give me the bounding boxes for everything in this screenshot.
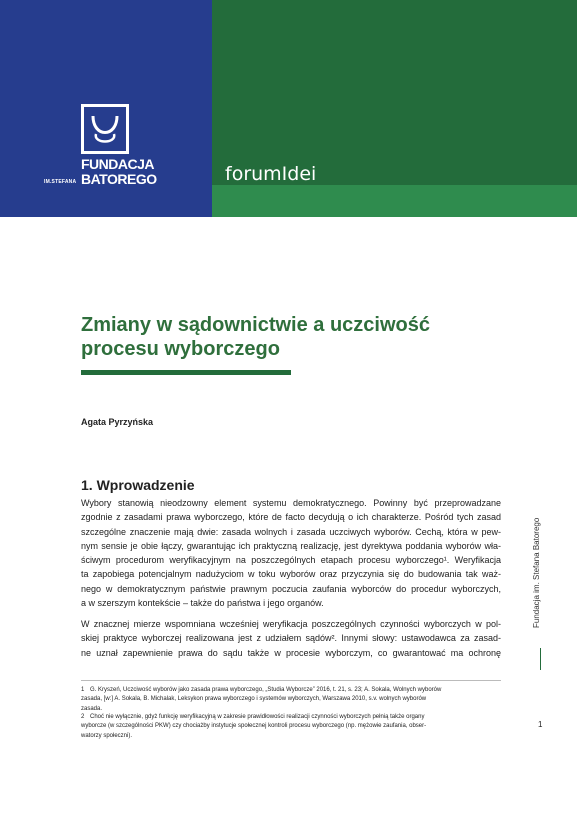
text-line: a w szerszym kontekście – także do państwa i jego organów.	[81, 598, 324, 609]
article-title	[81, 313, 501, 361]
author-name: Agata Pyrzyńska	[81, 417, 154, 427]
title-line: procesu wyborczego	[81, 338, 280, 360]
footnote-divider	[81, 680, 501, 681]
logo-text-sub: IM.STEFANA	[44, 179, 77, 185]
title-line: Zmiany w sądownictwie a uczciwość	[81, 314, 430, 336]
footnote-1	[81, 686, 501, 714]
text-line: ta zapobiega potencjalnym nadużyciom w toku wyborów oraz przyczynia się do budowania tak waż-	[81, 569, 501, 580]
logo-text-line1: FUNDACJA	[81, 156, 154, 172]
footnote-text: zasada, [w:] A. Sokala, B. Michalak, Leksykon prawa wyborczego i systemów wyborczych, Warszawa 2010, s.v. wolnych wyborów	[81, 696, 427, 703]
paragraph-2	[81, 617, 501, 660]
sidebar-publisher: Fundacja im. Stefana Batorego	[532, 517, 541, 628]
footnote-text: zasada.	[81, 705, 103, 712]
series-name: forumIdei	[225, 163, 317, 185]
footnote-number: 2	[81, 714, 85, 720]
paragraph-1	[81, 496, 501, 610]
text-line: ściwym procedurom weryfikacyjnym na poszczególnych etapach procesu wyborczego¹. Weryfikacja	[81, 555, 501, 566]
header-green-strip	[212, 185, 577, 217]
footnote-text: watorzy społeczni).	[81, 732, 133, 739]
text-line: nym sensie je obie łączy, gwarantując ich praktyczną realizację, jest dyrektywa poddania wyborów wła-	[81, 540, 501, 551]
text-line: W znacznej mierze wspomniana wcześniej weryfikacja poszczególnych czynności wyborczych w pol-	[81, 619, 501, 629]
footnote-text: wyborcze (w szczególności PKW) czy chociażby instytucje społecznej kontroli procesu wyborczego (np. mężowie zaufania, obser-	[81, 723, 427, 730]
sidebar-rule	[540, 648, 541, 670]
footnote-number: 1	[81, 687, 85, 693]
foundation-logo-icon	[81, 104, 129, 154]
text-line: zgodnie z zasadami prawa wyborczego, które de facto decydują o ich charakterze. Pośród tych zasad	[81, 512, 501, 523]
footnote-text: G. Kryszeń, Uczciwość wyborów jako zasada prawa wyborczego, „Studia Wyborcze” 2016, t. 21, s. 23; A. Sokala, Wolnych wyborów	[90, 687, 442, 693]
footnote-text: Choć nie wyłącznie, gdyż funkcję weryfikacyjną w zakresie prawidłowości realizacji czynności wyborczych pełnią także organy	[90, 714, 425, 720]
logo-text-line2: BATOREGO	[81, 171, 157, 187]
title-underline	[81, 370, 291, 375]
text-line: nego w demokratycznym państwie prawnym poczucia zaufania wyborców do procedur wyborczych,	[81, 583, 501, 594]
header-banner	[0, 0, 577, 217]
text-line: Wybory stanowią nieodzowny element systemu demokratycznego. Powinny być przeprowadzane	[81, 498, 501, 508]
text-line: szczególne znaczenie mają dwie: zasada wolnych i zasada uczciwych wyborów. Cechą, która w pew-	[81, 526, 501, 537]
text-line: ne uznał zapewnienie prawa do sądu także w procesie wyborczym, co gwarantować ma ochronę	[81, 647, 501, 658]
section-heading: 1. Wprowadzenie	[81, 477, 195, 493]
footnote-2	[81, 713, 501, 741]
page-number: 1	[538, 720, 543, 729]
text-line: skiej praktyce wyborczej realizowana jest z udziałem sądów². Innymi słowy: ustawodawca za zasad-	[81, 633, 501, 644]
